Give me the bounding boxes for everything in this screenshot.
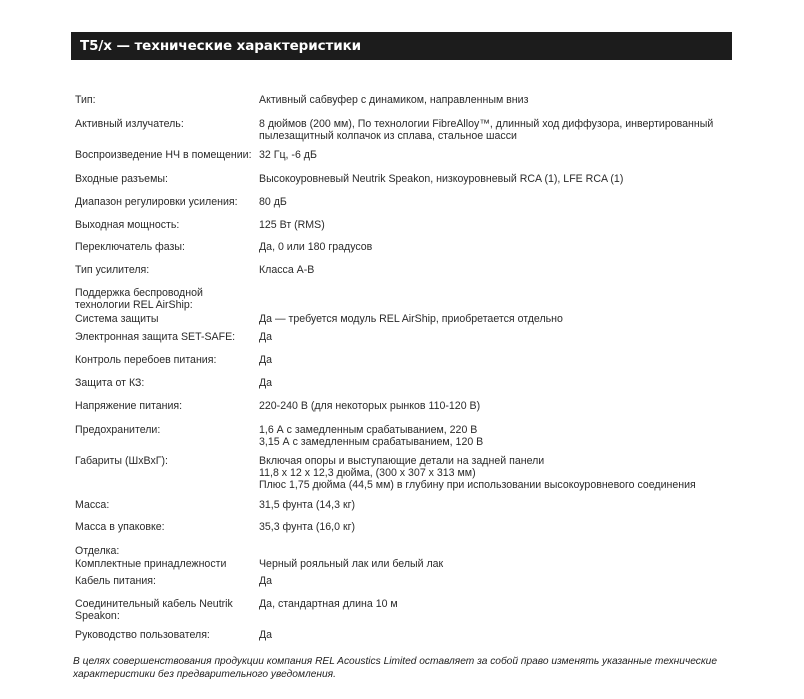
spec-value: Да, 0 или 180 градусов xyxy=(259,241,373,253)
spec-value: 8 дюймов (200 мм), По технологии FibreAlloy™, длинный ход диффузора, инвертированный пылезащитный колпачок из сплава, стальное шасси xyxy=(259,118,714,142)
page-title: T5/x — технические характеристики xyxy=(80,38,361,54)
spec-label: Электронная защита SET-SAFE: xyxy=(75,331,236,343)
spec-value: 1,6 А с замедленным срабатыванием, 220 В 3,15 А с замедленным срабатыванием, 120 В xyxy=(259,424,484,448)
spec-label: Масса: xyxy=(75,499,110,511)
spec-value: Да xyxy=(259,377,273,389)
spec-label: Переключатель фазы: xyxy=(75,241,185,253)
spec-label: Отделка: xyxy=(75,545,120,557)
spec-value: Высокоуровневый Neutrik Speakon, низкоуровневый RCA (1), LFE RCA (1) xyxy=(259,173,624,185)
spec-label: Система защиты xyxy=(75,313,159,325)
spec-label: Тип усилителя: xyxy=(75,264,150,276)
spec-label: Предохранители: xyxy=(75,424,161,436)
spec-label: Габариты (ШхВхГ): xyxy=(75,455,168,467)
spec-value: 220-240 В (для некоторых рынков 110-120 В) xyxy=(259,400,481,412)
spec-value: Да xyxy=(259,354,273,366)
disclaimer-note: В целях совершенствования продукции компания REL Acoustics Limited оставляет за собой право изменять указанные технические характеристики без предварительного уведомления. xyxy=(73,656,718,680)
spec-label: Тип: xyxy=(75,94,96,106)
spec-label: Диапазон регулировки усиления: xyxy=(75,196,238,208)
spec-value: 32 Гц, -6 дБ xyxy=(259,149,317,161)
spec-label: Соединительный кабель Neutrik Speakon: xyxy=(75,598,233,622)
spec-value: Включая опоры и выступающие детали на задней панели 11,8 x 12 x 12,3 дюйма, (300 x 307 x 313 мм) Плюс 1,75 дюйма (44,5 мм) в глубину при использовании высокоуровневого соединения xyxy=(259,455,696,491)
spec-label: Контроль перебоев питания: xyxy=(75,354,217,366)
spec-label: Поддержка беспроводной технологии REL AirShip: xyxy=(75,287,203,311)
spec-value: Активный сабвуфер с динамиком, направленным вниз xyxy=(259,94,529,106)
spec-value: Да xyxy=(259,629,273,641)
section-header-bar xyxy=(71,32,732,60)
spec-label: Кабель питания: xyxy=(75,575,156,587)
spec-value: 31,5 фунта (14,3 кг) xyxy=(259,499,355,511)
spec-value: Да xyxy=(259,575,273,587)
spec-label: Активный излучатель: xyxy=(75,118,184,130)
spec-value: 35,3 фунта (16,0 кг) xyxy=(259,521,355,533)
spec-label: Напряжение питания: xyxy=(75,400,183,412)
spec-label: Масса в упаковке: xyxy=(75,521,165,533)
spec-value: 125 Вт (RMS) xyxy=(259,219,325,231)
spec-label: Выходная мощность: xyxy=(75,219,180,231)
spec-value: Класса A-B xyxy=(259,264,315,276)
spec-label: Защита от КЗ: xyxy=(75,377,145,389)
spec-label: Входные разъемы: xyxy=(75,173,168,185)
spec-label: Воспроизведение НЧ в помещении: xyxy=(75,149,252,161)
spec-value: Да xyxy=(259,331,273,343)
spec-value: 80 дБ xyxy=(259,196,287,208)
spec-label: Комплектные принадлежности xyxy=(75,558,227,570)
spec-label: Руководство пользователя: xyxy=(75,629,210,641)
spec-value: Черный рояльный лак или белый лак xyxy=(259,558,444,570)
spec-value: Да — требуется модуль REL AirShip, приобретается отдельно xyxy=(259,313,563,325)
spec-value: Да, стандартная длина 10 м xyxy=(259,598,398,610)
